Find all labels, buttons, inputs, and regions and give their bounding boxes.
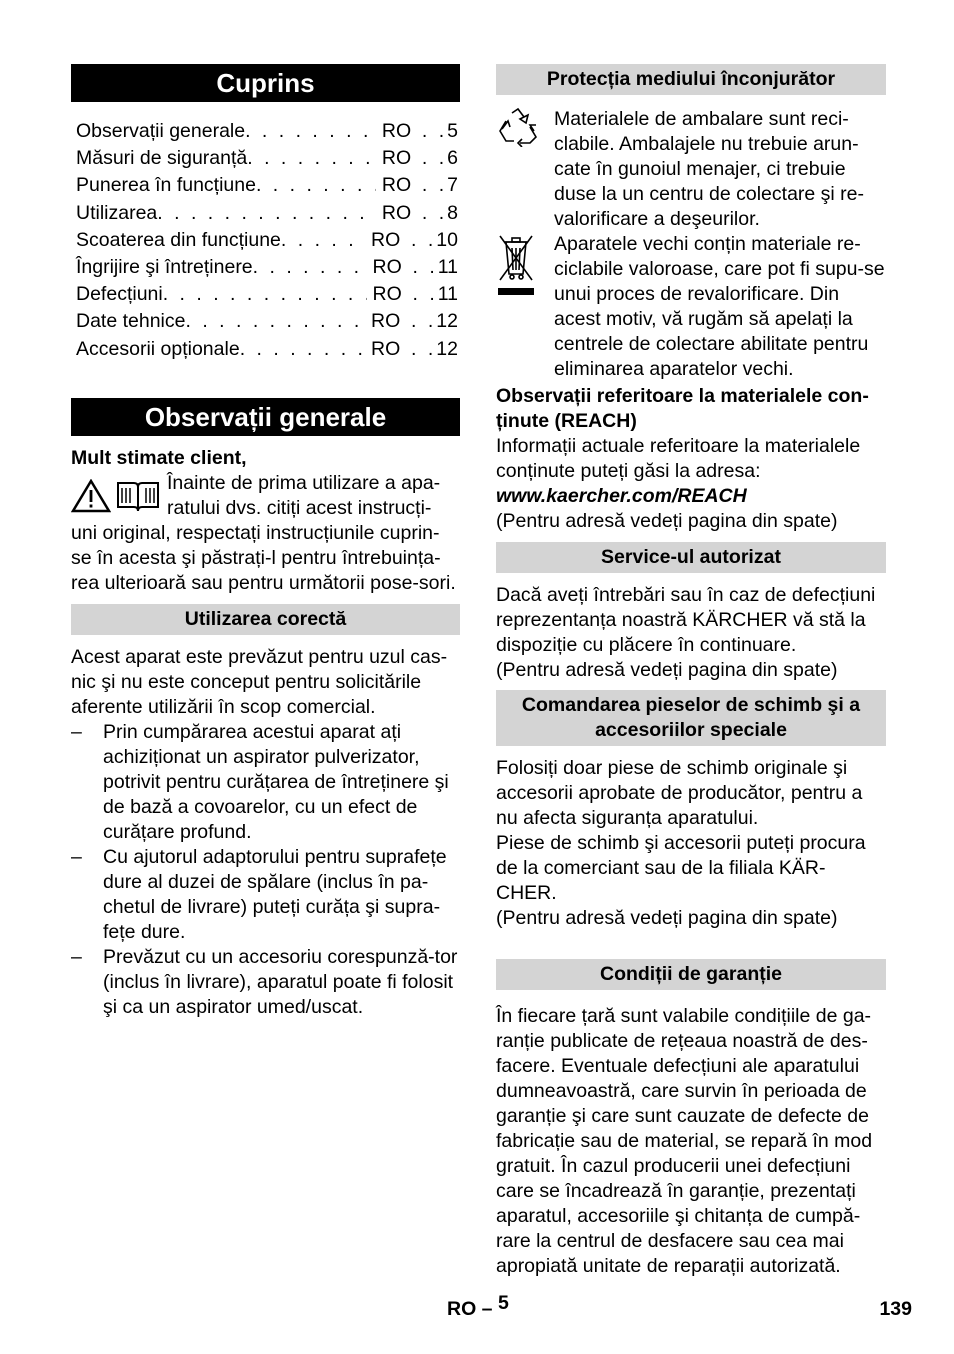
toc-leader-dots xyxy=(408,254,438,281)
toc-heading: Cuprins xyxy=(71,64,460,102)
toc-entry-page: 5 xyxy=(447,120,458,142)
warning-triangle-icon xyxy=(71,479,111,513)
toc-leader-dots xyxy=(417,145,447,172)
toc-entry-title: Defecțiuni xyxy=(76,283,163,306)
toc-leader-dots xyxy=(417,172,447,199)
list-item: – Prin cumpărarea acestui aparat ați achiziționat un aspirator pulverizator, potrivit pentru curățarea de întreținere şi de bază a covoarelor, cu un efect de curățare profund. xyxy=(71,720,460,845)
reach-note: (Pentru adresă vedeți pagina din spate) xyxy=(496,510,838,532)
table-of-contents xyxy=(76,118,458,363)
footer-separator: – xyxy=(481,1298,493,1320)
toc-leader-dots xyxy=(281,227,365,254)
toc-entry-lang: RO xyxy=(381,147,412,170)
service-heading: Service-ul autorizat xyxy=(496,542,886,573)
weee-block xyxy=(496,232,886,382)
intro-rest: uni original, respectați instrucțiunile cuprin-se în acesta şi păstrați-l pentru întrebuința-rea ulterioară sau pentru următorii pose-sori. xyxy=(71,521,456,594)
toc-entry[interactable] xyxy=(76,254,458,281)
parts-note: (Pentru adresă vedeți pagina din spate) xyxy=(496,907,838,929)
toc-entry-lang: RO xyxy=(381,120,412,142)
toc-entry-page: 11 xyxy=(437,256,458,279)
service-text: Dacă aveți întrebări sau în caz de defecțiuni reprezentanța noastră KÄRCHER vă stă la dispoziție cu plăcere în continuare. xyxy=(496,584,876,656)
warranty-heading: Condiții de garanție xyxy=(496,959,886,990)
toc-entry[interactable] xyxy=(76,118,458,145)
toc-leader-dots xyxy=(406,227,436,254)
intro-line-2: ratului dvs. citiți acest instrucți- xyxy=(167,496,432,519)
toc-entry-title: Măsuri de siguranță xyxy=(76,147,248,170)
toc-entry-page: 12 xyxy=(436,310,458,333)
left-column xyxy=(71,64,460,1020)
intro-line-1: Înainte de prima utilizare a apa- xyxy=(167,471,441,494)
recycle-icon xyxy=(496,107,540,147)
greeting: Mult stimate client, xyxy=(71,446,247,469)
toc-entry[interactable] xyxy=(76,281,458,308)
toc-leader-dots xyxy=(417,200,447,227)
list-item: – Cu ajutorul adaptorului pentru suprafețe dure al duzei de spălare (inclus în pa-chetul de livrare) puteți curăța şi supra-fețe dure. xyxy=(71,845,460,945)
toc-leader-dots xyxy=(245,118,376,145)
footer-lang: RO xyxy=(447,1298,477,1320)
toc-entry-lang: RO xyxy=(381,201,412,224)
parts-text-1: Folosiți doar piese de schimb originale şi accesorii aprobate de producător, pentru a nu afecta siguranța aparatului. xyxy=(496,757,863,829)
weee-text: Aparatele vechi conțin materiale re-ciclabile valoroase, care pot fi supu-se unui proces de revalorificare. Din acest motiv, vă rugăm să apelați la centrele de colectare abilitate pentru eliminarea aparatelor vechi. xyxy=(554,233,885,380)
usage-heading: Utilizarea corectă xyxy=(71,604,460,635)
toc-leader-dots xyxy=(163,281,367,308)
warning-book-icons xyxy=(71,471,167,521)
reach-url-link[interactable]: www.kaercher.com/REACH xyxy=(496,485,747,507)
toc-entry-page: 11 xyxy=(437,283,458,306)
toc-entry-page: 7 xyxy=(447,174,458,197)
toc-leader-dots xyxy=(417,118,447,145)
reach-heading: Observații referitoare la materialele con-ținute (REACH) xyxy=(496,385,869,432)
general-heading: Observații generale xyxy=(71,398,460,436)
parts-heading: Comandarea pieselor de schimb şi a accesoriilor speciale xyxy=(496,690,886,746)
environment-heading: Protecția mediului înconjurător xyxy=(496,64,886,95)
toc-entry[interactable] xyxy=(76,336,458,363)
toc-entry-lang: RO xyxy=(372,256,402,279)
parts-text-2: Piese de schimb şi accesorii puteți procura de la comerciant sau de la filiala KÄR-CHER. xyxy=(496,832,866,904)
toc-entry-lang: RO xyxy=(371,310,401,333)
usage-list xyxy=(71,720,460,1020)
toc-entry[interactable] xyxy=(76,227,458,254)
weee-icon-box xyxy=(496,232,554,382)
warranty-text: În fiecare țară sunt valabile condițiile de ga-ranție publicate de rețeaua noastră de des-facere. Eventuale defecțiuni ale aparatului dumneavoastră, care survin în perioada de garanție şi care sunt cauzate de defecte de fabricație sau de material, se repară în mod gratuit. În cazul producerii unei defecțiuni care se încadrează în garanție, prezentați aparatul, accesoriile şi chitanța de cumpă-rare la centrul de desfacere sau cea mai apropiată unitate de reparații autorizată. xyxy=(496,1005,873,1277)
toc-entry[interactable] xyxy=(76,172,458,199)
toc-entry-lang: RO xyxy=(371,337,401,360)
toc-entry-page: 12 xyxy=(436,337,458,360)
toc-entry-lang: RO xyxy=(372,283,402,306)
crossed-bin-icon xyxy=(496,232,536,296)
toc-entry-title: Scoaterea din funcțiune xyxy=(76,228,281,251)
toc-leader-dots xyxy=(406,308,436,335)
toc-entry[interactable] xyxy=(76,200,458,227)
toc-entry-title: Date tehnice xyxy=(76,310,186,333)
toc-entry-title: Utilizarea xyxy=(76,201,158,224)
recycle-icon-box xyxy=(496,107,554,232)
toc-entry-page: 10 xyxy=(436,228,458,251)
toc-entry-lang: RO xyxy=(381,174,412,197)
toc-entry[interactable] xyxy=(76,145,458,172)
toc-entry-title: Accesorii opționale xyxy=(76,337,240,360)
service-note: (Pentru adresă vedeți pagina din spate) xyxy=(496,659,838,681)
toc-entry-title: Punerea în funcțiune xyxy=(76,174,256,197)
intro-block xyxy=(71,471,460,521)
recycle-text: Materialele de ambalare sunt reci-clabile. Ambalajele nu trebuie arun-cate în gunoiul menajer, ci trebuie duse la un centru de colectare şi re-valorificare a deşeurilor. xyxy=(554,108,865,230)
toc-leader-dots xyxy=(247,145,376,172)
toc-leader-dots xyxy=(408,281,438,308)
list-item: – Prevăzut cu un accesoriu corespunză-tor (inclus în livrare), aparatul poate fi folosit şi ca un aspirator umed/uscat. xyxy=(71,945,460,1020)
toc-leader-dots xyxy=(406,336,436,363)
reach-text: Informații actuale referitoare la materialele conținute puteți găsi la adresa: xyxy=(496,435,861,482)
right-column xyxy=(496,64,886,1279)
usage-intro: Acest aparat este prevăzut pentru uzul cas-nic şi nu este conceput pentru solicitările aferente utilizării în scop comercial. xyxy=(71,645,448,718)
toc-leader-dots xyxy=(253,254,367,281)
toc-leader-dots xyxy=(256,172,376,199)
toc-entry-lang: RO xyxy=(371,228,401,251)
toc-leader-dots xyxy=(186,308,366,335)
toc-entry-page: 8 xyxy=(447,201,458,224)
toc-leader-dots xyxy=(157,200,376,227)
recycle-block xyxy=(496,107,886,232)
toc-entry-title: Observații generale xyxy=(76,120,246,142)
toc-entry[interactable] xyxy=(76,308,458,335)
footer-local-page: 5 xyxy=(497,1292,509,1314)
footer-section-label xyxy=(447,1292,509,1321)
toc-entry-page: 6 xyxy=(447,147,458,170)
page-number: 139 xyxy=(879,1298,912,1320)
toc-entry-title: Îngrijire şi întreținere xyxy=(76,256,253,279)
toc-leader-dots xyxy=(240,336,365,363)
manual-book-icon xyxy=(115,479,161,513)
